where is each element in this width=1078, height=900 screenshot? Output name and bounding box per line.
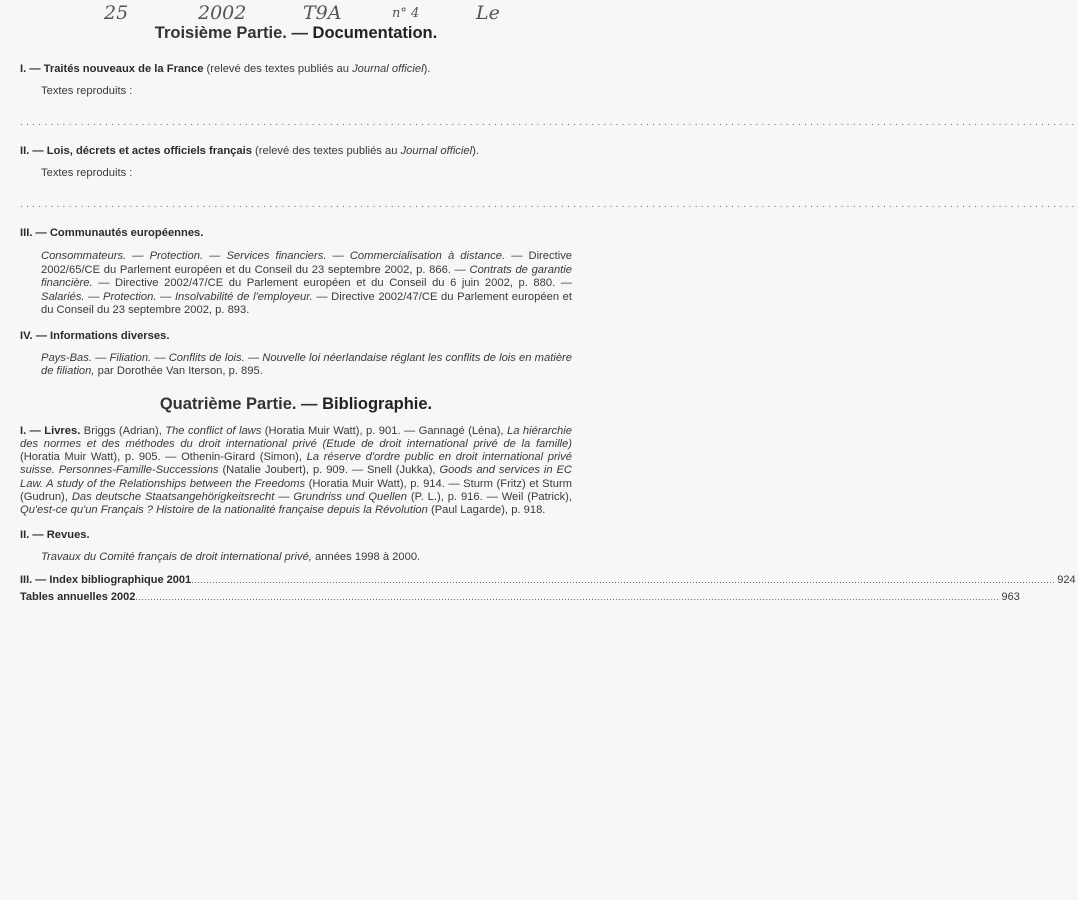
part3-title: Troisième Partie. — Documentation. <box>154 24 438 42</box>
section-heading: IV. — Informations diverses. <box>20 329 170 342</box>
handwritten-note: 2002 <box>198 2 247 24</box>
section-lois <box>20 145 1078 211</box>
dotted-leader: .............................................................................................................................................................................. <box>20 199 1078 211</box>
document-page <box>20 24 1078 604</box>
handwritten-note: T9A <box>303 2 342 24</box>
section-heading: II. — Revues. <box>20 529 90 542</box>
section-informations <box>20 330 572 379</box>
section-heading: I. — Traités nouveaux de la France (relevé des textes publiés au Journal officiel). <box>20 63 431 75</box>
part4-title: Quatrième Partie. — Bibliographie. <box>159 394 433 413</box>
section-body: Consommateurs. — Protection. — Services financiers. — Commercialisation à distance. — Directive 2002/65/CE du Parlement européen et du Conseil du 23 septembre 2002, p. 866. — Contrats de garantie financière. — Directive 2002/47/CE du Parlement européen et du Conseil du 6 juin 2002, p. 880. — Salariés. — Protection. — Insolvabilité de l'employeur. — Directive 2002/47/CE du Parlement européen et du Conseil du 23 septembre 2002, p. 893. <box>41 249 573 317</box>
dotted-leader <box>135 591 999 604</box>
handwritten-annotations <box>0 2 585 26</box>
section-traites <box>20 63 1078 129</box>
section-communautes <box>20 227 572 318</box>
section-heading: II. — Lois, décrets et actes officiels français (relevé des textes publiés au Journal officiel). <box>20 145 479 158</box>
section-subheading: Textes reproduits : <box>41 84 133 97</box>
dotted-leader <box>191 574 1055 587</box>
section-body: Travaux du Comité français de droit international privé, années 1998 à 2000. <box>41 550 421 563</box>
handwritten-note: Le <box>476 2 500 24</box>
toc-row: Tables annuelles 2002 ..... 963 <box>20 591 572 604</box>
toc-list <box>20 574 1076 604</box>
section-subheading: Textes reproduits : <box>41 166 133 179</box>
section-heading: III. — Communautés européennes. <box>20 227 204 240</box>
section-livres: I. — Livres. Briggs (Adrian), The conflict of laws (Horatia Muir Watt), p. 901. — Gannagé (Léna), La hiérarchie des normes et des méthodes du droit international privé (Etude de droit international privé de la famille) (Horatia Muir Watt), p. 905. — Othenin-Girard (Simon), La réserve d'ordre public en droit international privé suisse. Personnes-Famille-Successions (Natalie Joubert), p. 909. — Snell (Jukka), Goods and services in EC Law. A study of the Relationships between the Freedoms (Horatia Muir Watt), p. 914. — Sturm (Fritz) et Sturm (Gudrun), Das deutsche Staatsangehörigkeitsrecht — Grundriss und Quellen (P. L.), p. 916. — Weil (Patrick), Qu'est-ce qu'un Français ? Histoire de la nationalité française depuis la Révolution (Paul Lagarde), p. 918. <box>20 424 572 516</box>
handwritten-note: n° 4 <box>392 6 420 21</box>
section-revues <box>20 529 572 564</box>
handwritten-note: 25 <box>104 2 129 24</box>
toc-row: III. — Index bibliographique 2001 ..... 924 <box>20 574 572 587</box>
dotted-leader: .............................................................................................................................................................................. <box>20 117 1078 129</box>
section-body: Pays-Bas. — Filiation. — Conflits de lois. — Nouvelle loi néerlandaise réglant les conflits de lois en matière de filiation, par Dorothée Van Iterson, p. 895. <box>41 351 572 378</box>
